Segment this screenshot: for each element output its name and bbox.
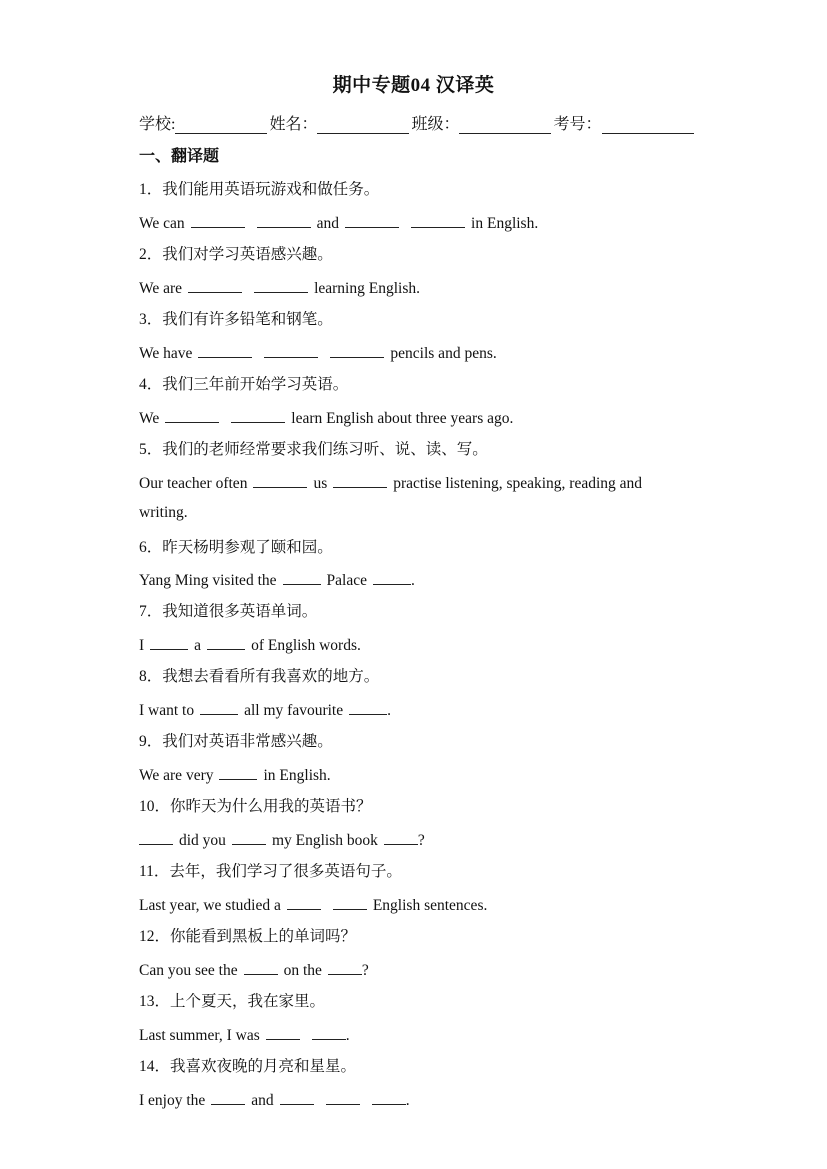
answer-blank[interactable] xyxy=(333,894,367,910)
name-field[interactable] xyxy=(317,115,409,134)
answer-text: in English. xyxy=(263,767,331,784)
question-11-answer xyxy=(139,894,487,915)
question-14-prompt: 14．我喜欢夜晚的月亮和星星。 xyxy=(139,1058,357,1075)
answer-blank[interactable] xyxy=(266,1024,300,1040)
answer-text: Last year, we studied a xyxy=(139,897,281,914)
answer-text: Yang Ming visited the xyxy=(139,572,277,589)
answer-text: learning English. xyxy=(314,280,420,297)
answer-text: We are very xyxy=(139,767,214,784)
section-heading: 一、翻译题 xyxy=(139,148,220,165)
answer-blank[interactable] xyxy=(326,1089,360,1105)
answer-text: . xyxy=(387,702,391,719)
question-6-prompt: 6．昨天杨明参观了颐和园。 xyxy=(139,539,333,556)
answer-blank[interactable] xyxy=(165,407,219,423)
answer-blank[interactable] xyxy=(219,764,257,780)
answer-blank[interactable] xyxy=(312,1024,346,1040)
answer-blank[interactable] xyxy=(211,1089,245,1105)
question-5-answer-cont: writing. xyxy=(139,504,188,521)
answer-blank[interactable] xyxy=(257,212,311,228)
answer-text: I enjoy the xyxy=(139,1092,206,1109)
question-13-answer xyxy=(139,1024,350,1045)
page-title: 期中专题04 汉译英 xyxy=(332,75,495,96)
answer-text: We xyxy=(139,410,160,427)
answer-text: I xyxy=(139,637,145,654)
question-2-prompt: 2．我们对学习英语感兴趣。 xyxy=(139,246,333,263)
answer-blank[interactable] xyxy=(139,829,173,845)
name-label: 姓名： xyxy=(269,116,318,133)
question-4-prompt: 4．我们三年前开始学习英语。 xyxy=(139,376,349,393)
school-label: 学校: xyxy=(139,116,176,133)
question-12-answer xyxy=(139,959,369,980)
answer-blank[interactable] xyxy=(328,959,362,975)
answer-text: pencils and pens. xyxy=(390,345,497,362)
answer-text: We are xyxy=(139,280,183,297)
answer-text: and xyxy=(251,1092,274,1109)
answer-text: did you xyxy=(179,832,226,849)
answer-text: my English book xyxy=(271,832,378,849)
answer-blank[interactable] xyxy=(244,959,278,975)
answer-blank[interactable] xyxy=(372,1089,406,1105)
question-3-answer xyxy=(139,342,497,363)
answer-text: We can xyxy=(139,215,185,232)
student-info-row xyxy=(139,111,696,134)
answer-text: . xyxy=(345,1027,350,1044)
question-10-prompt: 10．你昨天为什么用我的英语书？ xyxy=(139,798,372,815)
question-13-prompt: 13．上个夏天，我在家里。 xyxy=(139,993,326,1010)
exam-no-field[interactable] xyxy=(602,115,694,134)
answer-blank[interactable] xyxy=(280,1089,314,1105)
answer-text: I want to xyxy=(139,702,195,719)
answer-blank[interactable] xyxy=(287,894,321,910)
answer-text: in English. xyxy=(471,215,539,232)
class-label: 班级： xyxy=(411,116,460,133)
answer-text: . xyxy=(410,572,415,589)
question-6-answer xyxy=(139,569,415,590)
question-14-answer xyxy=(139,1089,410,1110)
answer-text: a xyxy=(194,637,202,654)
class-field[interactable] xyxy=(459,115,551,134)
exam-no-label: 考号： xyxy=(553,116,602,133)
answer-text: and xyxy=(316,215,340,232)
answer-text: us xyxy=(313,475,328,492)
answer-blank[interactable] xyxy=(150,634,188,650)
answer-blank[interactable] xyxy=(200,699,238,715)
question-2-answer xyxy=(139,277,420,298)
question-9-answer xyxy=(139,764,331,785)
question-3-prompt: 3．我们有许多铅笔和钢笔。 xyxy=(139,311,333,328)
answer-blank[interactable] xyxy=(373,569,411,585)
school-field[interactable] xyxy=(175,115,267,134)
answer-blank[interactable] xyxy=(207,634,245,650)
answer-blank[interactable] xyxy=(330,342,384,358)
answer-blank[interactable] xyxy=(264,342,318,358)
answer-text: English sentences. xyxy=(372,897,488,914)
answer-blank[interactable] xyxy=(231,407,285,423)
answer-text: We have xyxy=(139,345,193,362)
answer-blank[interactable] xyxy=(188,277,242,293)
question-12-prompt: 12．你能看到黑板上的单词吗？ xyxy=(139,928,357,945)
answer-text: Our teacher often xyxy=(139,475,248,492)
question-8-answer xyxy=(139,699,391,720)
question-10-answer xyxy=(139,829,425,850)
answer-text: Last summer, I was xyxy=(139,1027,260,1044)
question-4-answer xyxy=(139,407,513,428)
answer-blank[interactable] xyxy=(384,829,418,845)
question-7-answer xyxy=(139,634,361,655)
answer-blank[interactable] xyxy=(333,472,387,488)
answer-blank[interactable] xyxy=(411,212,465,228)
question-5-prompt: 5．我们的老师经常要求我们练习听、说、读、写。 xyxy=(139,441,488,458)
answer-blank[interactable] xyxy=(253,472,307,488)
answer-text: learn English about three years ago. xyxy=(291,410,514,427)
answer-text: . xyxy=(405,1092,410,1109)
answer-text: of English words. xyxy=(251,637,361,654)
question-1-prompt: 1．我们能用英语玩游戏和做任务。 xyxy=(139,181,380,198)
question-8-prompt: 8．我想去看看所有我喜欢的地方。 xyxy=(139,668,380,685)
answer-text: ? xyxy=(417,832,425,849)
answer-blank[interactable] xyxy=(283,569,321,585)
answer-text: ? xyxy=(361,962,369,979)
question-5-answer xyxy=(139,472,642,493)
answer-text: practise listening, speaking, reading and xyxy=(393,475,643,492)
answer-blank[interactable] xyxy=(345,212,399,228)
question-7-prompt: 7．我知道很多英语单词。 xyxy=(139,603,318,620)
answer-text: on the xyxy=(283,962,322,979)
answer-blank[interactable] xyxy=(349,699,387,715)
question-9-prompt: 9．我们对英语非常感兴趣。 xyxy=(139,733,333,750)
answer-text: Palace xyxy=(326,572,367,589)
question-11-prompt: 11．去年，我们学习了很多英语句子。 xyxy=(139,863,402,880)
answer-blank[interactable] xyxy=(232,829,266,845)
answer-blank[interactable] xyxy=(191,212,245,228)
answer-blank[interactable] xyxy=(254,277,308,293)
question-1-answer xyxy=(139,212,538,233)
answer-text: all my favourite xyxy=(244,702,344,719)
answer-blank[interactable] xyxy=(198,342,252,358)
answer-text: Can you see the xyxy=(139,962,238,979)
